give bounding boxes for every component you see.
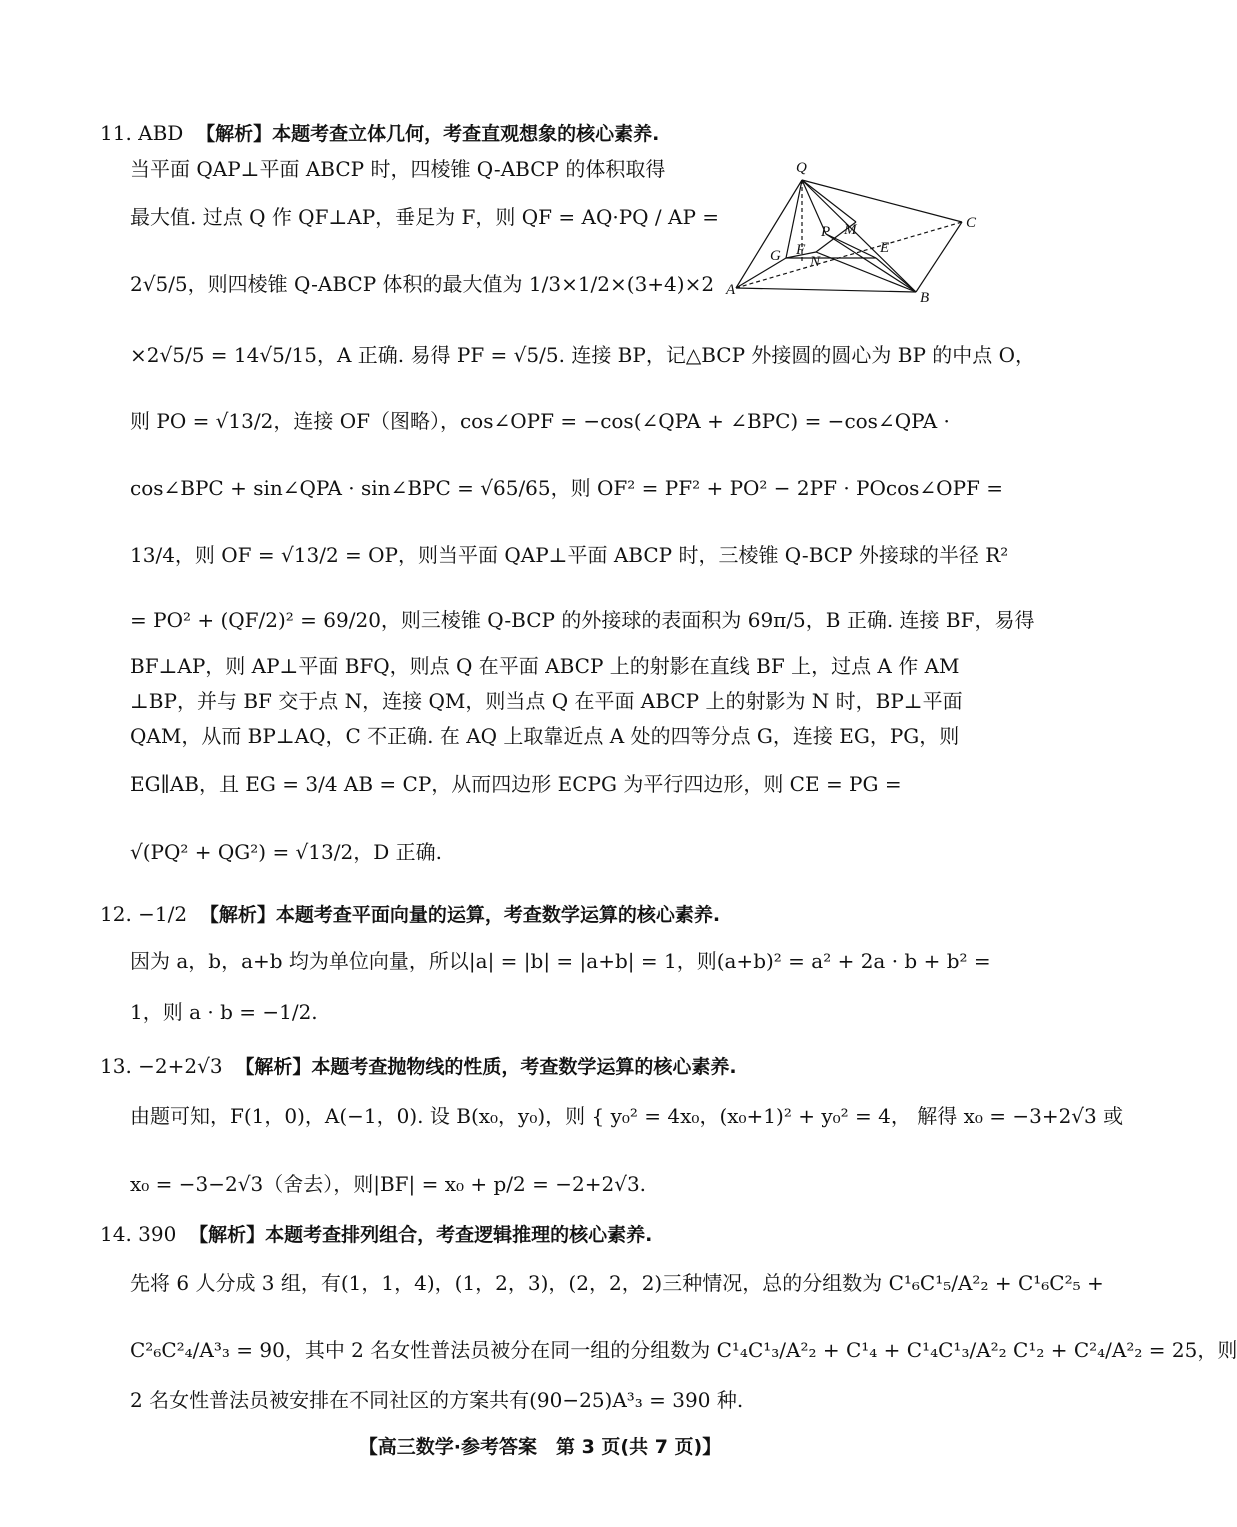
q11-line-2: 最大值. 过点 Q 作 QF⊥AP，垂足为 F，则 QF = AQ·PQ / AP =: [130, 205, 720, 229]
label-N: N: [810, 254, 821, 270]
q14-analysis-tag: 【解析】本题考查排列组合，考查逻辑推理的核心素养.: [189, 1224, 653, 1246]
q11-line-4: ×2√5/5 = 14√5/15，A 正确. 易得 PF = √5/5. 连接 BP，记△BCP 外接圆的圆心为 BP 的中点 O，: [130, 343, 1036, 367]
q13-analysis-tag: 【解析】本题考查抛物线的性质，考查数学运算的核心素养.: [235, 1056, 737, 1078]
q11-line-6: cos∠BPC + sin∠QPA · sin∠BPC = √65/65，则 OF² = PF² + PO² − 2PF · POcos∠OPF =: [130, 476, 1004, 500]
q11-line-10: ⊥BP，并与 BF 交于点 N，连接 QM，则当点 Q 在平面 ABCP 上的射影为 N 时，BP⊥平面: [130, 689, 963, 713]
page-footer: 【高三数学·参考答案 第 3 页(共 7 页)】: [358, 1436, 722, 1458]
q11-header: [100, 119, 659, 148]
label-P: P: [821, 224, 831, 240]
label-Q: Q: [796, 160, 807, 176]
q14-header: [100, 1220, 652, 1249]
q13-line-2: x₀ = −3−2√3（舍去），则|BF| = x₀ + p/2 = −2+2√3.: [130, 1172, 647, 1196]
q13-line-1: 由题可知，F(1，0)，A(−1，0). 设 B(x₀，y₀)，则 { y₀² = 4x₀，(x₀+1)² + y₀² = 4， 解得 x₀ = −3+2√3 或: [130, 1104, 1124, 1128]
q11-line-8: = PO² + (QF/2)² = 69/20，则三棱锥 Q-BCP 的外接球的表面积为 69π/5，B 正确. 连接 BF，易得: [130, 608, 1035, 632]
q14-line-1: 先将 6 人分成 3 组，有(1，1，4)，(1，2，3)，(2，2，2)三种情况，总的分组数为 C¹₆C¹₅/A²₂ + C¹₆C²₅ +: [130, 1271, 1104, 1295]
q11-line-13: √(PQ² + QG²) = √13/2，D 正确.: [130, 840, 442, 864]
q11-line-3: 2√5/5，则四棱锥 Q-ABCP 体积的最大值为 1/3×1/2×(3+4)×2: [130, 272, 715, 296]
q12-line-1: 因为 a，b，a+b 均为单位向量，所以|a| = |b| = |a+b| = 1，则(a+b)² = a² + 2a · b + b² =: [130, 949, 991, 973]
q12-line-2: 1，则 a · b = −1/2.: [130, 1000, 318, 1024]
label-F: F: [796, 242, 806, 258]
q11-line-7: 13/4，则 OF = √13/2 = OP，则当平面 QAP⊥平面 ABCP 时，三棱锥 Q-BCP 外接球的半径 R²: [130, 543, 1009, 567]
q11-line-11: QAM，从而 BP⊥AQ，C 不正确. 在 AQ 上取靠近点 A 处的四等分点 G，连接 EG，PG，则: [130, 724, 960, 748]
q13-header: [100, 1052, 737, 1081]
q11-line-12: EG∥AB，且 EG = 3/4 AB = CP，从而四边形 ECPG 为平行四边形，则 CE = PG =: [130, 772, 902, 796]
q11-line-9: BF⊥AP，则 AP⊥平面 BFQ，则点 Q 在平面 ABCP 上的射影在直线 BF 上，过点 A 作 AM: [130, 654, 960, 678]
q11-analysis-tag: 【解析】本题考查立体几何，考查直观想象的核心素养.: [196, 123, 660, 145]
q11-line-5: 则 PO = √13/2，连接 OF（图略），cos∠OPF = −cos(∠QPA + ∠BPC) = −cos∠QPA ·: [130, 409, 950, 433]
pyramid-figure: [726, 152, 980, 304]
label-M: M: [844, 222, 857, 238]
label-B: B: [920, 290, 930, 306]
q13-answer: 13. −2+2√3: [100, 1054, 223, 1078]
q12-header: [100, 900, 720, 929]
label-E: E: [880, 240, 890, 256]
label-C: C: [966, 215, 977, 231]
q12-answer: 12. −1/2: [100, 902, 188, 926]
q14-answer: 14. 390: [100, 1222, 177, 1246]
q14-line-3: 2 名女性普法员被安排在不同社区的方案共有(90−25)A³₃ = 390 种.: [130, 1388, 744, 1412]
q14-line-2: C²₆C²₄/A³₃ = 90，其中 2 名女性普法员被分在同一组的分组数为 C¹₄C¹₃/A²₂ + C¹₄ + C¹₄C¹₃/A²₂ C¹₂ + C²₄/A²₂ = 25，则: [130, 1338, 1237, 1362]
q11-line-1: 当平面 QAP⊥平面 ABCP 时，四棱锥 Q-ABCP 的体积取得: [130, 157, 666, 181]
label-G: G: [770, 248, 781, 264]
q12-analysis-tag: 【解析】本题考查平面向量的运算，考查数学运算的核心素养.: [199, 904, 721, 926]
label-A: A: [726, 282, 736, 298]
q11-answer: 11. ABD: [100, 121, 184, 145]
